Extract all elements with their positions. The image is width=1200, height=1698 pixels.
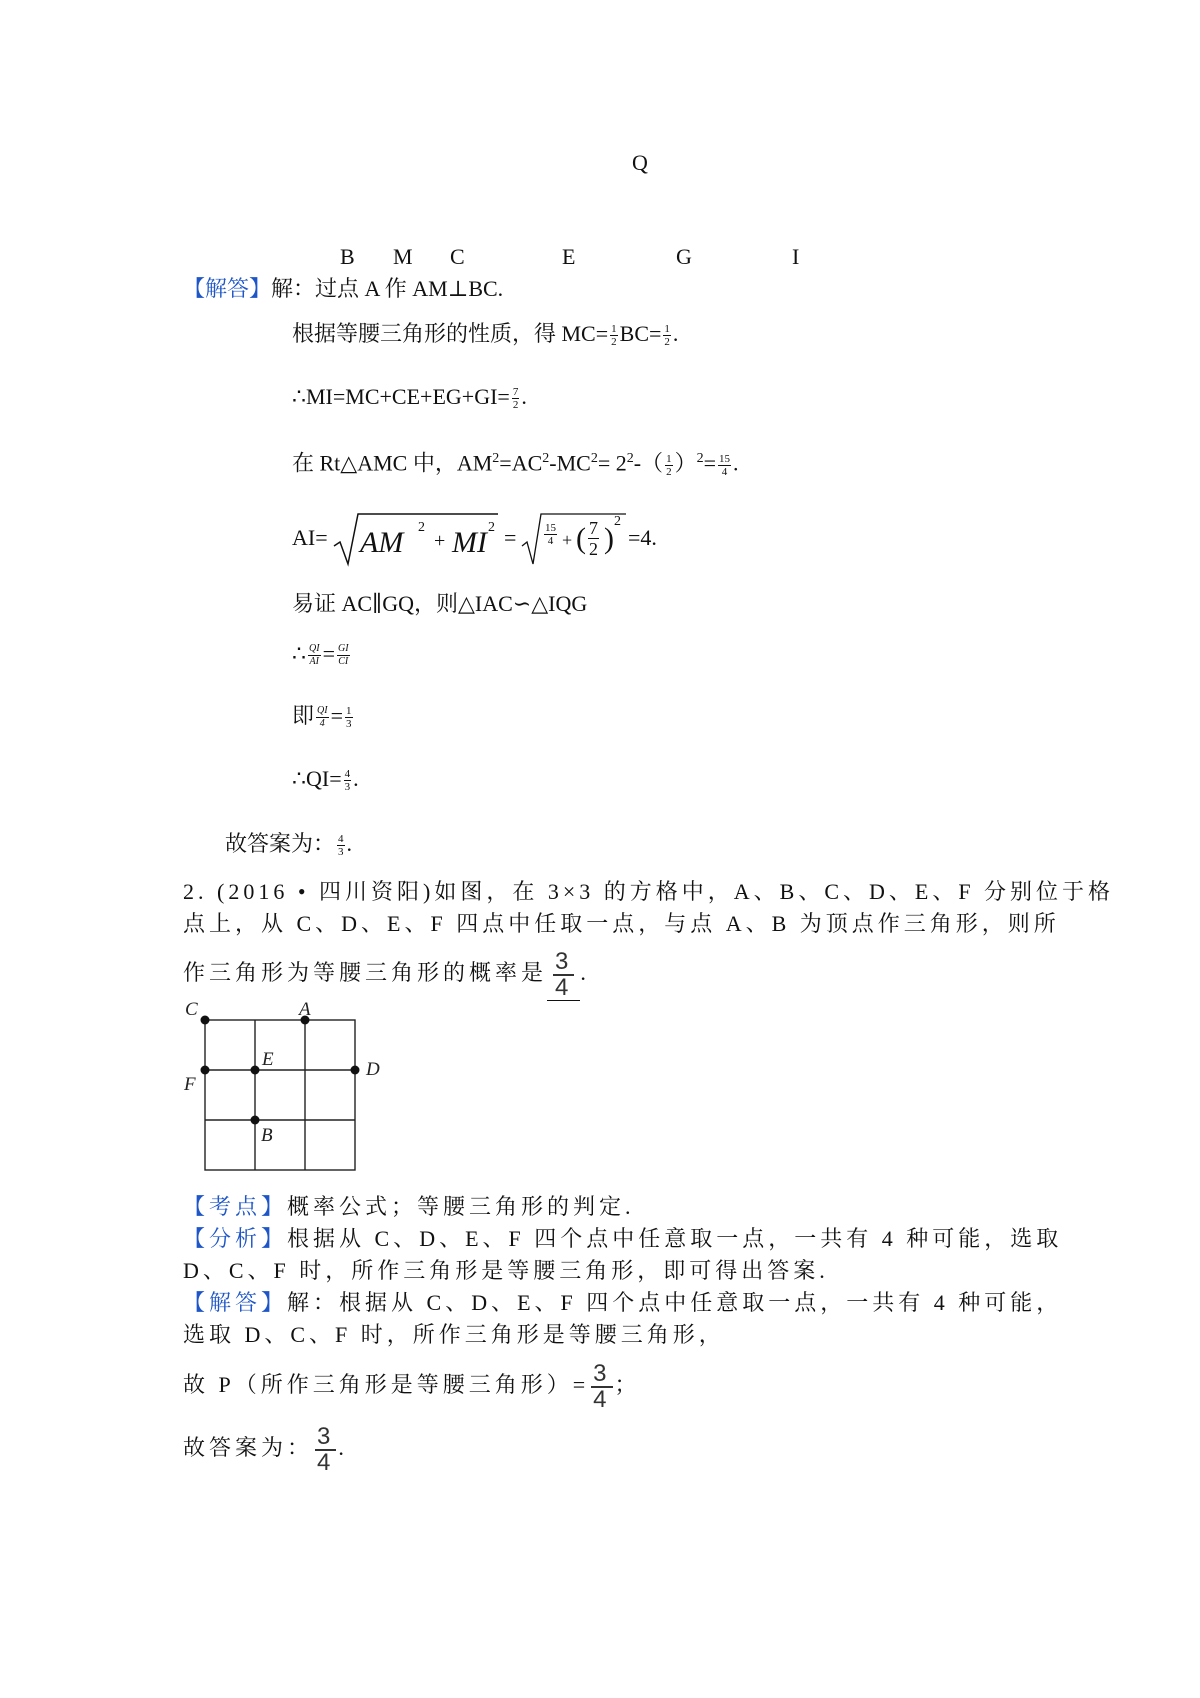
fenxi-line-2: D、C、F 时，所作三角形是等腰三角形，即可得出答案. <box>183 1258 829 1283</box>
answer-tag: 【解答】 <box>183 276 272 301</box>
answer-blank: $\frac{3}{4}$ <box>547 950 580 1001</box>
grid-lines <box>205 1020 355 1170</box>
jieda-line-2: 选取 D、C、F 时，所作三角形是等腰三角形， <box>183 1322 725 1347</box>
fraction-15-4: $\frac{15}{4}$ <box>719 452 730 478</box>
solution-line-3: ∴MI=MC+CE+EG+GI= $\frac{7}{2}$ . <box>292 384 527 412</box>
point-d <box>351 1066 360 1075</box>
solution-line-4: 在 Rt△AMC 中，$AM^2=AC^2-MC^2= 2^2-$（ $\frac{1}{2}$ ）$^2$= $\frac{15}{4}$ . <box>292 450 739 478</box>
question-2-line-3: 作三角形为等腰三角形的概率是 $\frac{3}{4}$ . <box>183 948 590 1001</box>
grid-label-f: F <box>184 1074 196 1095</box>
kaodian-line: 【考点】概率公式；等腰三角形的判定. <box>183 1194 635 1219</box>
solution-line-8: 即 $\frac{QI}{4}$ = $\frac{1}{3}$ <box>292 703 352 731</box>
solution-line-9: ∴QI= $\frac{4}{3}$ . <box>292 766 359 794</box>
jieda-line-1: 【解答】解：根据从 C、D、E、F 四个点中任意取一点，一共有 4 种可能， <box>183 1290 1063 1315</box>
question-2-line-1: 2. (2016 • 四川资阳)如图，在 3×3 的方格中，A、B、C、D、E、F 分别位于格 <box>183 879 1115 904</box>
point-c <box>201 1016 210 1025</box>
label-g: G <box>676 244 692 269</box>
question-2-line-2: 点上，从 C、D、E、F 四点中任取一点，与点 A、B 为顶点作三角形，则所 <box>183 911 1060 936</box>
label-e: E <box>562 244 576 269</box>
grid-label-d: D <box>366 1059 380 1080</box>
grid-label-b: B <box>261 1125 273 1146</box>
label-b: B <box>340 244 355 269</box>
grid-label-c: C <box>185 999 198 1020</box>
label-c: C <box>450 244 465 269</box>
fraction-7-2: $\frac{7}{2}$ <box>512 386 519 412</box>
probability-line: 故 P（所作三角形是等腰三角形）= $\frac{3}{4}$ ； <box>183 1360 641 1413</box>
solution-line-1: 【解答】解：过点 A 作 AM⊥BC. <box>183 276 504 301</box>
solution-line-2: 根据等腰三角形的性质，得 MC= $\frac{1}{2}$ BC= $\frac{1}{2}$ . <box>292 321 679 349</box>
label-i: I <box>792 244 800 269</box>
grid-label-e: E <box>262 1049 274 1070</box>
solution-line-5: AI= AM 2 + MI 2 = $\frac{15}{4}$ + ( $\frac{7}{2}$ ) 2 =4. <box>292 510 712 570</box>
solution-line-7: ∴ $\frac{QI}{AI}$ = $\frac{GI}{CI}$ <box>292 641 349 668</box>
label-q: Q <box>632 150 648 175</box>
label-m: M <box>393 244 413 269</box>
fenxi-line-1: 【分析】根据从 C、D、E、F 四个点中任意取一点，一共有 4 种可能，选取 <box>183 1226 1063 1251</box>
solution-line-6: 易证 AC∥GQ，则△IAC∽△IQG <box>292 591 588 616</box>
final-answer-line: 故答案为： $\frac{3}{4}$ . <box>183 1423 348 1476</box>
point-b <box>251 1116 260 1125</box>
point-f <box>201 1066 210 1075</box>
solution-answer: 故答案为： $\frac{4}{3}$ . <box>225 831 353 859</box>
fraction-half: $\frac{1}{2}$ <box>611 323 617 349</box>
fraction-half: $\frac{1}{2}$ <box>664 323 670 349</box>
point-e <box>251 1066 260 1075</box>
grid-label-a: A <box>299 999 311 1020</box>
grid-figure <box>180 995 390 1175</box>
